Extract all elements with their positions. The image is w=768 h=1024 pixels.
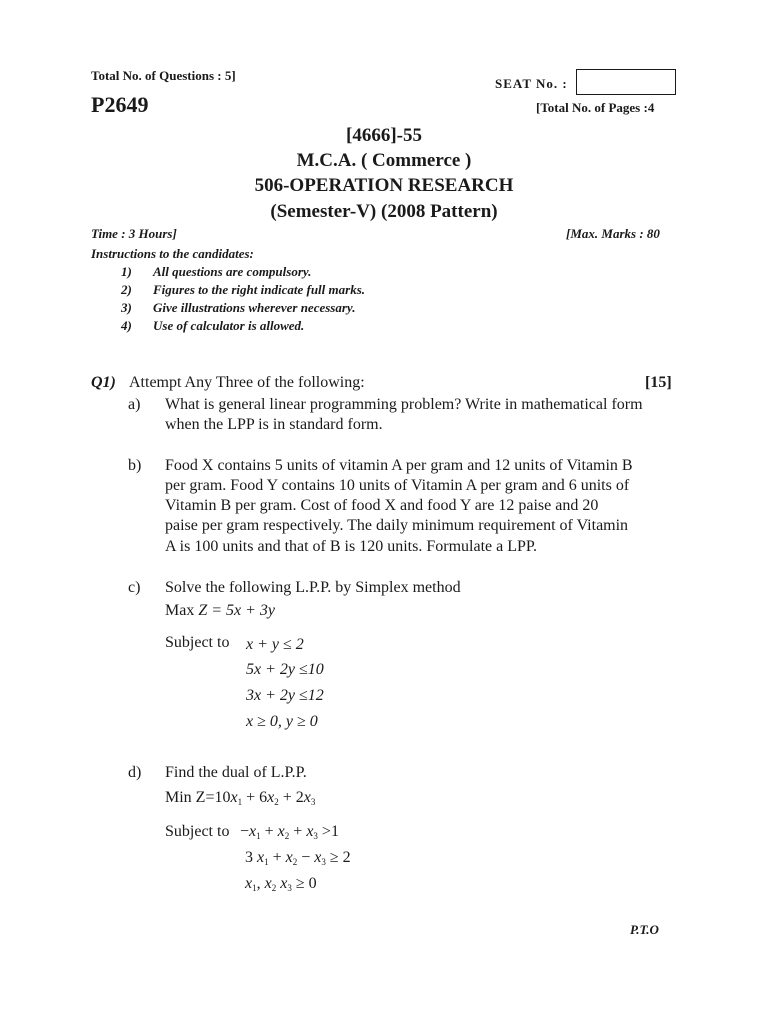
part-a-line: What is general linear programming problem? Write in mathematical form: [165, 396, 643, 413]
question-label: Q1): [91, 374, 116, 391]
semester-title: (Semester-V) (2008 Pattern): [270, 201, 498, 222]
part-c-subject-to: Subject to: [165, 634, 230, 651]
var: x: [264, 875, 272, 892]
subscript: 2: [271, 883, 277, 893]
instruction-num: 2): [121, 282, 132, 297]
time-label: Time : 3 Hours]: [91, 226, 177, 241]
part-d-intro: Find the dual of L.P.P.: [165, 764, 307, 781]
constraint: 5x + 2y ≤10: [246, 661, 324, 678]
subscript: 3: [287, 883, 292, 893]
subscript: 1: [264, 857, 269, 867]
operator: + 2: [278, 789, 304, 806]
question-text: Attempt Any Three of the following:: [129, 374, 365, 391]
instruction-text: All questions are compulsory.: [153, 264, 312, 279]
instruction-text: Figures to the right indicate full marks.: [153, 282, 366, 297]
part-c-objective: [165, 602, 275, 620]
objective-prefix: Min: [165, 789, 196, 806]
var: x: [303, 789, 311, 806]
var: x: [267, 789, 275, 806]
operator: >1: [317, 823, 339, 840]
dual-constraint: [240, 823, 339, 841]
operator: +: [260, 823, 278, 840]
subscript: 2: [284, 831, 290, 841]
subscript: 3: [321, 857, 326, 867]
var: x: [285, 849, 293, 866]
constraint: x + y ≤ 2: [246, 636, 304, 653]
paper-code: P2649: [91, 92, 149, 117]
dual-constraint: [245, 849, 351, 867]
part-a-label: a): [128, 396, 141, 413]
subscript: 1: [237, 797, 243, 807]
part-b-line: Vitamin B per gram. Cost of food X and food Y are 12 paise and 20: [165, 497, 599, 514]
part-c-label: c): [128, 579, 141, 596]
instructions-heading: Instructions to the candidates:: [91, 246, 254, 261]
total-questions: Total No. of Questions : 5]: [91, 68, 236, 83]
subject-title: 506-OPERATION RESEARCH: [254, 175, 514, 196]
objective-prefix: Max: [165, 602, 199, 619]
part-b-label: b): [128, 457, 142, 474]
operator: ≥ 2: [325, 849, 351, 866]
instruction-text: Use of calculator is allowed.: [153, 318, 305, 333]
operator: +: [289, 823, 307, 840]
var: x: [230, 789, 238, 806]
exam-code: [4666]-55: [346, 125, 422, 146]
seat-number-box[interactable]: [576, 69, 676, 95]
var: x: [277, 823, 285, 840]
instruction-num: 4): [121, 318, 132, 333]
operator: −: [297, 849, 315, 866]
var: x: [245, 875, 253, 892]
part-d-label: d): [128, 764, 142, 781]
var: x: [257, 849, 265, 866]
part-b-line: paise per gram respectively. The daily minimum requirement of Vitamin: [165, 517, 629, 534]
separator: ,: [256, 875, 265, 892]
coefficient: 3: [245, 849, 257, 866]
part-b-line: per gram. Food Y contains 10 units of Vitamin A per gram and 6 units of: [165, 477, 630, 494]
subscript: 2: [274, 797, 279, 807]
part-d-objective: [165, 789, 315, 807]
operator: ≥ 0: [291, 875, 317, 892]
question-marks: [15]: [645, 374, 672, 391]
objective-z: Z=10: [195, 789, 231, 806]
operator: + 6: [242, 789, 268, 806]
var: x: [314, 849, 322, 866]
seat-label: SEAT No. :: [495, 76, 568, 91]
part-d-subject-to: Subject to: [165, 823, 230, 840]
total-pages: [Total No. of Pages :4: [536, 100, 655, 115]
pto-marker: P.T.O: [630, 922, 659, 937]
part-c-intro: Solve the following L.P.P. by Simplex method: [165, 579, 461, 596]
var: x: [280, 875, 288, 892]
subscript: 1: [252, 883, 257, 893]
part-a-line: when the LPP is in standard form.: [165, 416, 383, 433]
instruction-num: 1): [121, 264, 132, 279]
max-marks: [Max. Marks : 80: [566, 226, 660, 241]
subscript: 2: [292, 857, 298, 867]
dual-constraint: [245, 875, 317, 893]
instruction-text: Give illustrations wherever necessary.: [153, 300, 356, 315]
subscript: 3: [313, 831, 318, 841]
course-title: M.C.A. ( Commerce ): [296, 150, 472, 171]
instruction-num: 3): [121, 300, 132, 315]
var: x: [306, 823, 314, 840]
constraint: x ≥ 0, y ≥ 0: [246, 713, 318, 730]
subscript: 1: [256, 831, 261, 841]
operator: +: [268, 849, 286, 866]
subscript: 3: [310, 797, 316, 807]
var: x: [249, 823, 257, 840]
objective-formula: Z = 5x + 3y: [198, 602, 276, 619]
constraint: 3x + 2y ≤12: [246, 687, 324, 704]
operator: −: [240, 823, 250, 840]
part-b-line: A is 100 units and that of B is 120 units. Formulate a LPP.: [165, 538, 538, 555]
part-b-line: Food X contains 5 units of vitamin A per gram and 12 units of Vitamin B: [165, 457, 633, 474]
